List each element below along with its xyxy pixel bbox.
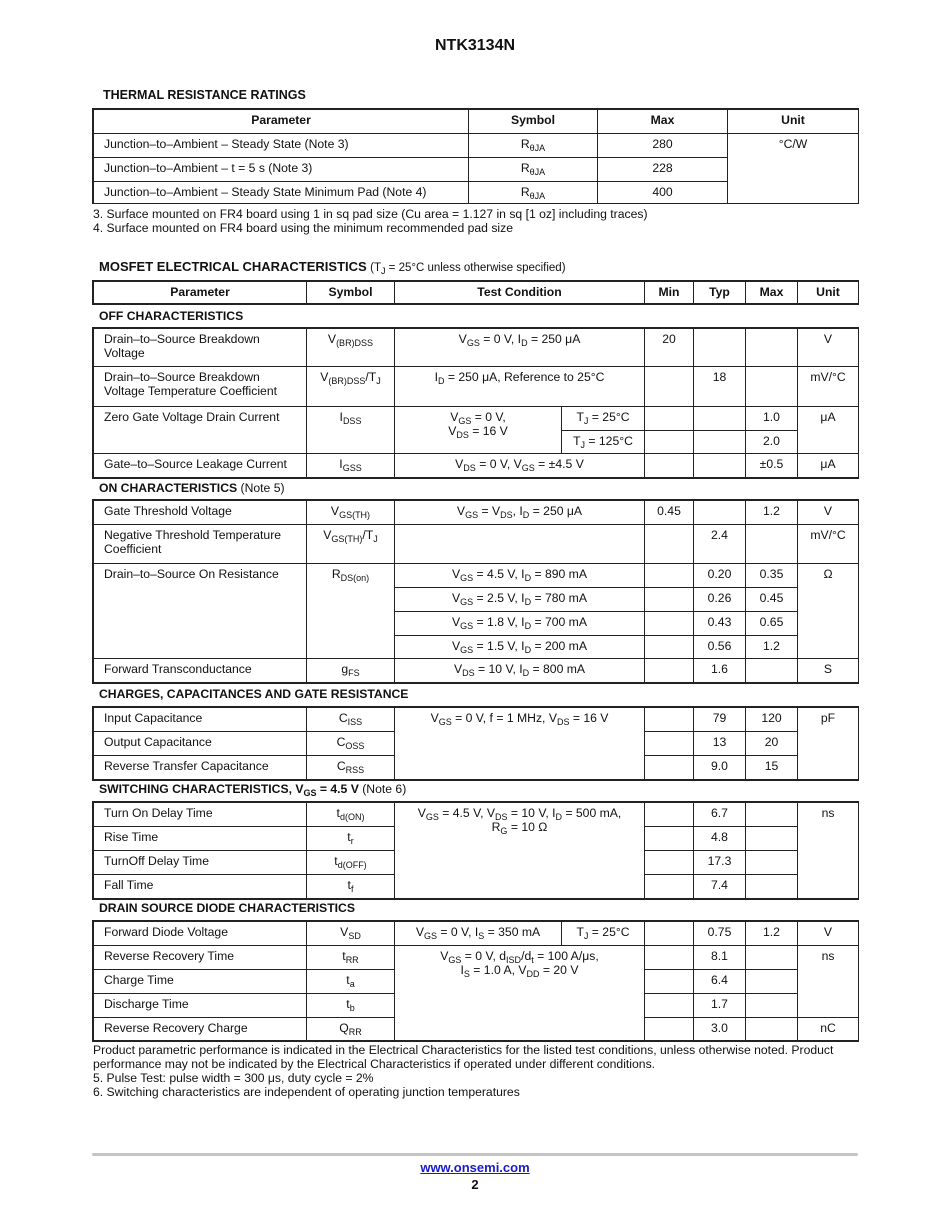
row-vth-symbol: $V_{GS(TH)}$ [306,500,395,525]
thermal-row-max: 400 [597,181,728,204]
row-gfs-symbol: $g_{FS}$ [306,658,395,683]
row-rr-symbol: $Q_{RR}$ [306,1017,395,1041]
row-gfs-unit: S [797,658,859,683]
mosfet-header-symbol: Symbol [306,281,395,304]
row-rr-unit-nc: nC [797,1017,859,1041]
row-cap-symbol: $C_{RSS}$ [306,755,395,780]
row-rr-max [745,969,798,994]
row-vsd-typ: 0.75 [693,921,746,946]
row-gfs-max [745,658,798,683]
row-rdson-typ: 0.26 [693,587,746,612]
thermal-header-symbol: Symbol [468,109,598,134]
row-vth-tempco-condition [394,524,645,564]
row-rdson-condition: $V_{GS} = 4.5$ V, $I_D = 890$ mA [394,563,645,588]
row-vth-condition: $V_{GS} = V_{DS}$, $I_D = 250$ μA [394,500,645,525]
row-sw-typ: 6.7 [693,802,746,827]
row-rdson-parameter: Drain–to–Source On Resistance [93,563,307,659]
thermal-header-parameter: Parameter [93,109,469,134]
row-cap-symbol: $C_{OSS}$ [306,731,395,756]
mosfet-header-unit: Unit [797,281,859,304]
row-rdson-min [644,635,694,659]
row-rdson-max: 0.35 [745,563,798,588]
row-bvdss-tempco-symbol: $V_{(BR)DSS}/T_J$ [306,366,395,407]
row-cap-symbol: $C_{ISS}$ [306,707,395,732]
row-rr-typ: 1.7 [693,993,746,1018]
thermal-row-max: 280 [597,133,728,158]
row-igss-min [644,453,694,478]
row-cap-typ: 9.0 [693,755,746,780]
row-sw-max [745,802,798,827]
row-sw-max [745,826,798,851]
mosfet-section-title [99,259,566,274]
mosfet-header-parameter: Parameter [93,281,307,304]
row-vsd-min [644,921,694,946]
thermal-header-max: Max [597,109,728,134]
row-rr-min [644,993,694,1018]
row-rr-parameter: Reverse Recovery Charge [93,1017,307,1041]
page-title: NTK3134N [434,37,516,54]
row-vth-max: 1.2 [745,500,798,525]
thermal-unit: °C/W [727,133,859,204]
row-sw-parameter: Turn On Delay Time [93,802,307,827]
row-vsd-symbol: $V_{SD}$ [306,921,395,946]
row-vsd-condition: $V_{GS} = 0$ V, $I_S = 350$ mA [394,921,562,946]
thermal-note-3: 3. Surface mounted on FR4 board using 1 in sq pad size (Cu area = 1.127 in sq [1 oz] including traces) [93,207,648,221]
row-sw-min [644,826,694,851]
row-sw-max [745,874,798,899]
row-igss-typ [693,453,746,478]
row-idss-temp: $T_J = 125^\circ C$ [561,430,645,454]
row-idss-condition: $V_{GS} = 0$ V, $V_{DS} = 16$ V [394,406,562,454]
row-rr-max [745,945,798,970]
row-rdson-condition: $V_{GS} = 1.5$ V, $I_D = 200$ mA [394,635,645,659]
row-rr-typ: 8.1 [693,945,746,970]
row-sw-parameter: Rise Time [93,826,307,851]
row-idss-typ [693,430,746,454]
row-cap-min [644,731,694,756]
row-bvdss-tempco-max [745,366,798,407]
mosfet-header-min: Min [644,281,694,304]
row-cap-parameter: Input Capacitance [93,707,307,732]
thermal-row-parameter: Junction–to–Ambient – Steady State (Note 3) [93,133,469,158]
row-rdson-max: 1.2 [745,635,798,659]
row-idss-min [644,406,694,431]
thermal-row-max: 228 [597,157,728,182]
row-bvdss-condition: $V_{GS} = 0$ V, $I_D = 250$ μA [394,328,645,367]
row-sw-min [644,874,694,899]
row-rdson-min [644,611,694,636]
row-cap-condition: $V_{GS} = 0$ V, f = 1 MHz, $V_{DS} = 16$ V [394,707,645,780]
row-rr-parameter: Charge Time [93,969,307,994]
thermal-row-symbol: $R_{\theta JA}$ [468,181,598,204]
row-bvdss-tempco-min [644,366,694,407]
row-sw-symbol: $t_f$ [306,874,395,899]
row-cap-unit: pF [797,707,859,780]
section-switching: SWITCHING CHARACTERISTICS, $V_{GS} = 4.5$ V (Note 6) [99,782,407,798]
mosfet-header-max: Max [745,281,798,304]
footnote-5: 5. Pulse Test: pulse width = 300 μs, duty cycle = 2% [93,1071,374,1085]
row-bvdss-tempco-typ: 18 [693,366,746,407]
row-idss-parameter: Zero Gate Voltage Drain Current [93,406,307,454]
mosfet-header-test-condition: Test Condition [394,281,645,304]
row-vth-min: 0.45 [644,500,694,525]
section-diode: DRAIN SOURCE DIODE CHARACTERISTICS [99,901,355,915]
row-vsd-max: 1.2 [745,921,798,946]
row-rdson-symbol: $R_{DS(on)}$ [306,563,395,659]
row-idss-temp: $T_J = 25^\circ C$ [561,406,645,431]
row-cap-max: 15 [745,755,798,780]
section-capacitances: CHARGES, CAPACITANCES AND GATE RESISTANCE [99,687,409,701]
row-sw-symbol: $t_{d(OFF)}$ [306,850,395,875]
mosfet-title-text: MOSFET ELECTRICAL CHARACTERISTICS [99,259,367,274]
thermal-row-parameter: Junction–to–Ambient – t = 5 s (Note 3) [93,157,469,182]
row-rr-typ: 6.4 [693,969,746,994]
row-rr-min [644,1017,694,1041]
row-rr-min [644,945,694,970]
row-sw-condition: $V_{GS} = 4.5$ V, $V_{DS} = 10$ V, $I_D = 500$ mA, $R_G = 10$ Ω [394,802,645,899]
row-igss-parameter: Gate–to–Source Leakage Current [93,453,307,478]
row-vth-unit: V [797,500,859,525]
row-bvdss-tempco-unit: mV/°C [797,366,859,407]
row-rdson-condition: $V_{GS} = 1.8$ V, $I_D = 700$ mA [394,611,645,636]
row-igss-condition: $V_{DS} = 0$ V, $V_{GS} = \pm 4.5$ V [394,453,645,478]
row-sw-symbol: $t_r$ [306,826,395,851]
page-number: 2 [471,1177,479,1192]
row-cap-typ: 13 [693,731,746,756]
row-sw-symbol: $t_{d(ON)}$ [306,802,395,827]
row-vsd-temp: $T_J = 25^\circ C$ [561,921,645,946]
row-cap-max: 120 [745,707,798,732]
mosfet-title-note: ($T_J = 25^\circ C$ unless otherwise specified) [370,262,566,276]
section-off-characteristics: OFF CHARACTERISTICS [99,309,244,323]
row-sw-min [644,850,694,875]
row-bvdss-tempco-parameter: Drain–to–Source Breakdown Voltage Temperature Coefficient [93,366,307,407]
row-bvdss-symbol: $V_{(BR)DSS}$ [306,328,395,367]
website-link[interactable]: www.onsemi.com [420,1160,530,1175]
row-rdson-min [644,563,694,588]
row-rdson-condition: $V_{GS} = 2.5$ V, $I_D = 780$ mA [394,587,645,612]
row-rr-parameter: Discharge Time [93,993,307,1018]
row-rr-symbol: $t_{RR}$ [306,945,395,970]
row-idss-min [644,430,694,454]
row-vsd-parameter: Forward Diode Voltage [93,921,307,946]
row-vth-typ [693,500,746,525]
row-rdson-unit: Ω [797,563,859,659]
row-cap-min [644,707,694,732]
row-sw-typ: 4.8 [693,826,746,851]
row-vth-tempco-parameter: Negative Threshold Temperature Coefficient [93,524,307,564]
mosfet-header-typ: Typ [693,281,746,304]
row-vth-tempco-unit: mV/°C [797,524,859,564]
row-sw-typ: 7.4 [693,874,746,899]
row-sw-parameter: Fall Time [93,874,307,899]
row-vth-tempco-max [745,524,798,564]
row-vth-tempco-min [644,524,694,564]
thermal-note-4: 4. Surface mounted on FR4 board using the minimum recommended pad size [93,221,514,235]
footnote-6: 6. Switching characteristics are independent of operating junction temperatures [93,1085,520,1099]
footer-divider [92,1153,858,1156]
row-bvdss-max [745,328,798,367]
row-cap-typ: 79 [693,707,746,732]
thermal-row-symbol: $R_{\theta JA}$ [468,157,598,182]
row-gfs-typ: 1.6 [693,658,746,683]
row-rr-condition: $V_{GS} = 0$ V, $d_{ISD}/d_t = 100$ A/μs, $I_S = 1.0$ A, $V_{DD} = 20$ V [394,945,645,1041]
section-on-characteristics: ON CHARACTERISTICS (Note 5) [99,481,285,495]
row-rr-min [644,969,694,994]
row-igss-unit: μA [797,453,859,478]
row-vth-parameter: Gate Threshold Voltage [93,500,307,525]
thermal-row-symbol: $R_{\theta JA}$ [468,133,598,158]
row-rdson-typ: 0.20 [693,563,746,588]
row-rdson-min [644,587,694,612]
row-idss-symbol: $I_{DSS}$ [306,406,395,454]
row-gfs-parameter: Forward Transconductance [93,658,307,683]
row-idss-max: 2.0 [745,430,798,454]
row-rdson-max: 0.45 [745,587,798,612]
row-rr-unit-ns: ns [797,945,859,1018]
row-sw-min [644,802,694,827]
row-rr-parameter: Reverse Recovery Time [93,945,307,970]
row-rr-typ: 3.0 [693,1017,746,1041]
row-vth-tempco-symbol: $V_{GS(TH)}/T_J$ [306,524,395,564]
row-sw-max [745,850,798,875]
row-cap-max: 20 [745,731,798,756]
row-rr-max [745,1017,798,1041]
row-bvdss-unit: V [797,328,859,367]
row-vth-tempco-typ: 2.4 [693,524,746,564]
row-idss-unit: μA [797,406,859,454]
row-gfs-min [644,658,694,683]
row-rr-symbol: $t_b$ [306,993,395,1018]
row-rdson-typ: 0.56 [693,635,746,659]
row-sw-typ: 17.3 [693,850,746,875]
thermal-section-title: THERMAL RESISTANCE RATINGS [103,88,306,102]
thermal-header-unit: Unit [727,109,859,134]
row-gfs-condition: $V_{DS} = 10$ V, $I_D = 800$ mA [394,658,645,683]
row-bvdss-min: 20 [644,328,694,367]
row-igss-symbol: $I_{GSS}$ [306,453,395,478]
row-rdson-typ: 0.43 [693,611,746,636]
row-vsd-unit: V [797,921,859,946]
row-rr-max [745,993,798,1018]
row-idss-typ [693,406,746,431]
row-bvdss-parameter: Drain–to–Source Breakdown Voltage [93,328,307,367]
row-cap-min [644,755,694,780]
row-bvdss-tempco-condition: $I_D = 250$ μA, Reference to 25°C [394,366,645,407]
row-cap-parameter: Output Capacitance [93,731,307,756]
row-idss-max: 1.0 [745,406,798,431]
row-rdson-max: 0.65 [745,611,798,636]
row-sw-parameter: TurnOff Delay Time [93,850,307,875]
row-cap-parameter: Reverse Transfer Capacitance [93,755,307,780]
thermal-row-parameter: Junction–to–Ambient – Steady State Minimum Pad (Note 4) [93,181,469,204]
row-bvdss-typ [693,328,746,367]
row-sw-unit: ns [797,802,859,899]
footer-link-wrap [0,1160,950,1175]
footnote-parametric: Product parametric performance is indicated in the Electrical Characteristics for the listed test conditions, unless otherwise noted. Product performance may not be indicated by the Electrical Characteristics if operated under different conditions. [93,1043,834,1071]
row-rr-symbol: $t_a$ [306,969,395,994]
row-igss-max: ±0.5 [745,453,798,478]
